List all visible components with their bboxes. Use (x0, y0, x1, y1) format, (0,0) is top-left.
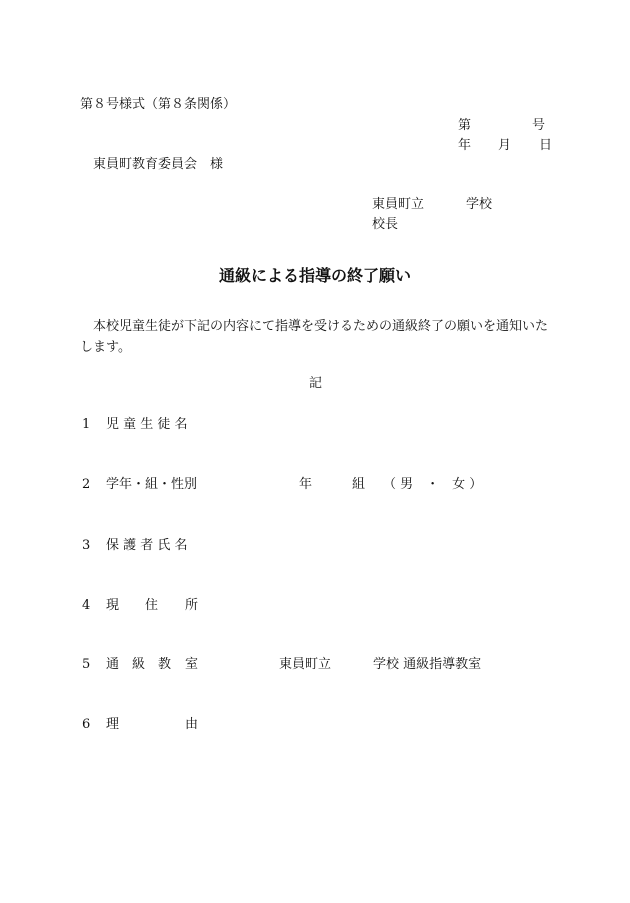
form-number: 第８号様式（第８条関係） (80, 97, 237, 112)
sender-school-suffix: 学校 (466, 197, 493, 212)
item-3-label: 保 護 者 氏 名 (106, 538, 188, 553)
item-5-value-prefix: 東員町立 (279, 657, 332, 672)
item-1-number: 1 (82, 417, 91, 432)
document-title: 通級による指導の終了願い (218, 266, 411, 285)
item-4-number: 4 (82, 598, 91, 613)
sender-principal: 校長 (372, 217, 399, 232)
item-4-label-a: 現 (106, 598, 120, 613)
item-6-label-a: 理 (106, 717, 120, 732)
doc-number-suffix: 号 (532, 118, 546, 133)
item-2-gender: （ 男 ・ 女 ） (383, 477, 483, 492)
item-5-value-suffix: 学校 通級指導教室 (373, 657, 482, 672)
item-1-label: 児 童 生 徒 名 (106, 417, 188, 432)
item-5-label-d: 室 (185, 657, 199, 672)
item-4-label-b: 住 (145, 598, 159, 613)
item-5-number: 5 (82, 657, 91, 672)
item-3-number: 3 (82, 538, 91, 553)
doc-number-prefix: 第 (458, 118, 472, 133)
item-4-label-c: 所 (185, 598, 199, 613)
record-heading: 記 (309, 376, 323, 391)
item-5-label-c: 教 (158, 657, 172, 672)
item-5-label-a: 通 (106, 657, 120, 672)
item-2-number: 2 (82, 477, 91, 492)
sender-school-prefix: 東員町立 (372, 197, 425, 212)
date-month: 月 (498, 138, 512, 153)
item-5-label-b: 級 (132, 657, 146, 672)
item-6-number: 6 (82, 717, 91, 732)
item-6-label-b: 由 (185, 717, 199, 732)
item-2-year: 年 (299, 477, 313, 492)
addressee: 東員町教育委員会 様 (93, 157, 224, 172)
body-text: 本校児童生徒が下記の内容にて指導を受けるための通級終了の願いを通知いたします。 (80, 319, 549, 355)
item-2-class: 組 (352, 477, 366, 492)
item-2-label: 学年・組・性別 (106, 477, 198, 492)
date-year: 年 (458, 138, 472, 153)
date-day: 日 (539, 138, 553, 153)
